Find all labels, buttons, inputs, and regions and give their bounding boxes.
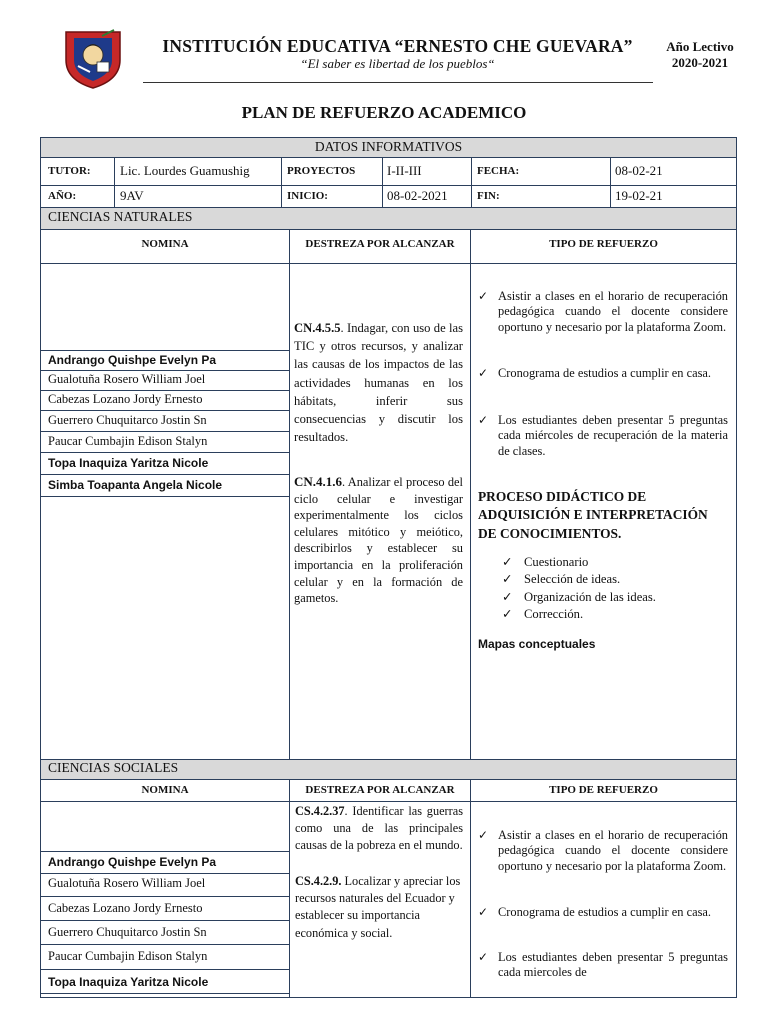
destreza-description: . Analizar el proceso del ciclo celular e investigar experimentalmente los ciclos celulares mitótico y meiótico, describirlos y establecer su importancia en la proliferación celular y en la formación de gametos. xyxy=(294,475,463,606)
sociales-heading: CIENCIAS SOCIALES xyxy=(48,760,179,775)
list-item: Cabezas Lozano Jordy Ernesto xyxy=(48,901,203,915)
col-divider xyxy=(289,229,290,760)
header-divider xyxy=(143,82,653,83)
refuerzo-item xyxy=(478,828,728,874)
row-divider xyxy=(40,801,737,802)
plan-title: PLAN DE REFUERZO ACADEMICO xyxy=(241,103,527,122)
destreza-description: Localizar y apreciar los recursos naturales del Ecuador y establecer su importancia económica y social. xyxy=(295,874,461,940)
anio-value: 9AV xyxy=(120,188,144,203)
datos-heading: DATOS INFORMATIVOS xyxy=(314,139,463,154)
list-item: Simba Toapanta Angela Nicole xyxy=(48,478,223,492)
col-divider xyxy=(470,229,471,760)
row-divider xyxy=(40,873,289,874)
list-item: Paucar Cumbajin Edison Stalyn xyxy=(48,434,208,448)
row-divider xyxy=(40,779,737,780)
proyectos-label: PROYECTOS xyxy=(287,165,356,177)
row-divider xyxy=(40,944,289,945)
check-icon: ✓ xyxy=(478,413,489,427)
destreza-text xyxy=(294,474,463,607)
col-nomina: NOMINA xyxy=(141,784,189,796)
proceso-item: ✓ Selección de ideas. xyxy=(524,571,620,589)
fin-value: 19-02-21 xyxy=(615,188,663,203)
col-divider xyxy=(382,157,383,207)
proceso-item: ✓ Organización de las ideas. xyxy=(524,589,656,607)
list-item: Andrango Quishpe Evelyn Pa xyxy=(48,855,217,869)
refuerzo-text: Asistir a clases en el horario de recuperación pedagógica cuando el docente considere oportuno y necesario por la plataforma Zoom. xyxy=(498,289,728,334)
institution-name: INSTITUCIÓN EDUCATIVA “ERNESTO CHE GUEVARA” xyxy=(162,36,633,56)
refuerzo-text: Los estudiantes deben presentar 5 preguntas cada miércoles de recuperación de la materia de clases. xyxy=(498,413,728,458)
proceso-title: PROCESO DIDÁCTICO DE ADQUISICIÓN E INTERPRETACIÓN DE CONOCIMIENTOS. xyxy=(478,489,708,541)
check-icon: ✓ xyxy=(502,590,513,604)
anio-label: AÑO: xyxy=(48,190,77,202)
refuerzo-item xyxy=(478,289,728,335)
mapas-label: Mapas conceptuales xyxy=(478,637,596,651)
refuerzo-text: Cronograma de estudios a cumplir en casa. xyxy=(498,905,711,919)
destreza-code: CS.4.2.9. xyxy=(295,874,342,888)
check-icon: ✓ xyxy=(478,289,489,303)
row-divider xyxy=(40,474,289,475)
col-divider xyxy=(471,157,472,207)
fecha-label: FECHA: xyxy=(477,165,520,177)
check-icon: ✓ xyxy=(502,555,513,569)
destreza-text xyxy=(295,873,463,942)
col-divider xyxy=(470,779,471,998)
check-icon: ✓ xyxy=(478,905,489,919)
destreza-code: CN.4.1.6 xyxy=(294,474,343,489)
year-value: 2020-2021 xyxy=(671,55,729,70)
col-tipo: TIPO DE REFUERZO xyxy=(549,784,658,796)
row-divider xyxy=(40,263,737,264)
refuerzo-text: Asistir a clases en el horario de recuperación pedagógica cuando el docente considere oportuno y necesario por la plataforma Zoom. xyxy=(498,828,728,873)
proceso-item: ✓ Corrección. xyxy=(524,606,583,624)
list-item: Gualotuña Rosero William Joel xyxy=(48,876,206,890)
col-tipo: TIPO DE REFUERZO xyxy=(549,238,658,250)
row-divider xyxy=(40,410,289,411)
row-divider xyxy=(40,229,737,230)
check-icon: ✓ xyxy=(478,366,489,380)
tutor-label: TUTOR: xyxy=(48,165,91,177)
check-icon: ✓ xyxy=(502,607,513,621)
list-item: Guerrero Chuquitarco Jostin Sn xyxy=(48,413,207,427)
list-item: Andrango Quishpe Evelyn Pa xyxy=(48,353,217,367)
row-divider xyxy=(40,431,289,432)
destreza-description: . Identificar las guerras como una de las principales causas de la pobreza en el mundo. xyxy=(295,804,463,853)
col-destreza: DESTREZA POR ALCANZAR xyxy=(305,784,455,796)
row-divider xyxy=(40,496,289,497)
school-crest-icon xyxy=(62,26,124,90)
fin-label: FIN: xyxy=(477,190,500,202)
fecha-value: 08-02-21 xyxy=(615,163,663,178)
row-divider xyxy=(40,350,289,351)
destreza-description: . Indagar, con uso de las TIC y otros recursos, y analizar las causas de los impactos de las actividades humanas en los hábitats, inferir sus consecuencias y discutir los resultados. xyxy=(294,321,463,445)
check-icon: ✓ xyxy=(502,572,513,586)
refuerzo-item xyxy=(478,366,728,381)
col-divider xyxy=(610,157,611,207)
refuerzo-item xyxy=(478,905,728,920)
row-divider xyxy=(40,993,289,994)
destreza-text xyxy=(294,319,463,446)
col-divider xyxy=(114,157,115,207)
list-item: Gualotuña Rosero William Joel xyxy=(48,372,206,386)
row-divider xyxy=(40,185,737,186)
list-item: Topa Inaquiza Yaritza Nicole xyxy=(48,456,209,470)
row-divider xyxy=(40,157,737,158)
destreza-code: CS.4.2.37 xyxy=(295,804,345,818)
refuerzo-item xyxy=(478,413,728,459)
check-icon: ✓ xyxy=(478,950,489,964)
check-icon: ✓ xyxy=(478,828,489,842)
year-label: Año Lectivo xyxy=(666,39,734,54)
col-destreza: DESTREZA POR ALCANZAR xyxy=(305,238,455,250)
destreza-text xyxy=(295,803,463,855)
proyectos-value: I-II-III xyxy=(387,163,422,178)
destreza-code: CN.4.5.5 xyxy=(294,321,341,335)
row-divider xyxy=(40,452,289,453)
row-divider xyxy=(40,370,289,371)
list-item: Topa Inaquiza Yaritza Nicole xyxy=(48,975,209,989)
proceso-item: ✓ Cuestionario xyxy=(524,554,588,572)
inicio-label: INICIO: xyxy=(287,190,328,202)
row-divider xyxy=(40,920,289,921)
refuerzo-item xyxy=(478,950,728,981)
col-nomina: NOMINA xyxy=(141,238,189,250)
refuerzo-text: Los estudiantes deben presentar 5 preguntas cada miercoles de xyxy=(498,950,728,980)
naturales-heading: CIENCIAS NATURALES xyxy=(48,209,193,224)
row-divider xyxy=(40,969,289,970)
inicio-value: 08-02-2021 xyxy=(387,188,448,203)
row-divider xyxy=(40,390,289,391)
institution-motto: “El saber es libertad de los pueblos“ xyxy=(300,56,495,71)
list-item: Paucar Cumbajin Edison Stalyn xyxy=(48,949,208,963)
col-divider xyxy=(289,779,290,998)
row-divider xyxy=(40,851,289,852)
refuerzo-text: Cronograma de estudios a cumplir en casa. xyxy=(498,366,711,380)
row-divider xyxy=(40,896,289,897)
list-item: Cabezas Lozano Jordy Ernesto xyxy=(48,392,203,406)
col-divider xyxy=(281,157,282,207)
list-item: Guerrero Chuquitarco Jostin Sn xyxy=(48,925,207,939)
tutor-value: Lic. Lourdes Guamushig xyxy=(120,163,250,178)
